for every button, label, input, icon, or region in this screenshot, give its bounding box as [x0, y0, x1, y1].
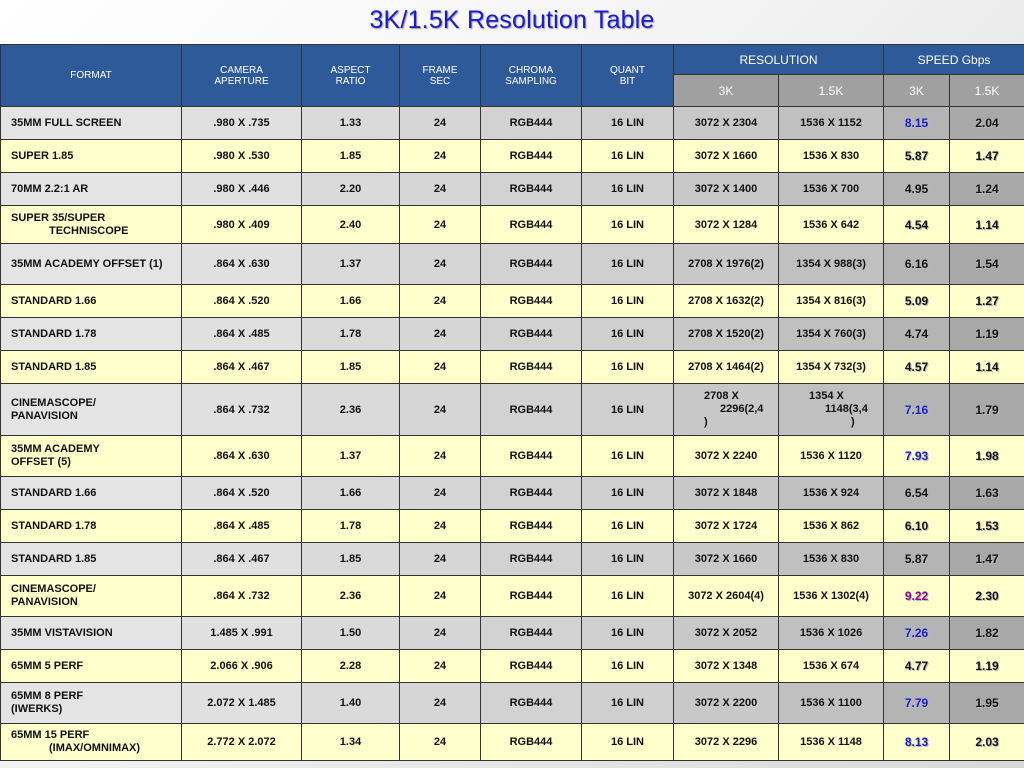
res-15k-cell: 1536 X 674	[779, 650, 884, 683]
fps-cell: 24	[400, 206, 481, 244]
speed-15k-cell: 2.30	[950, 576, 1024, 617]
format-cell: 65MM 5 PERF	[1, 650, 182, 683]
speed-15k-cell: 1.95	[950, 683, 1024, 724]
table-row	[1, 384, 1024, 436]
speed-3k-cell: 7.79	[884, 683, 950, 724]
speed-3k-cell: 5.87	[884, 543, 950, 576]
speed-3k-cell: 4.77	[884, 650, 950, 683]
table-row	[1, 140, 1024, 173]
aperture-cell: .864 X .485	[182, 510, 302, 543]
res-15k-cell: 1536 X 1026	[779, 617, 884, 650]
speed-3k-cell: 5.87	[884, 140, 950, 173]
speed-3k-cell: 7.93	[884, 436, 950, 477]
aperture-cell: 1.485 X .991	[182, 617, 302, 650]
aperture-cell: .864 X .520	[182, 285, 302, 318]
speed-3k-cell: 6.16	[884, 244, 950, 285]
chroma-cell: RGB444	[481, 477, 582, 510]
format-cell: CINEMASCOPE/ PANAVISION	[1, 384, 182, 436]
res-15k-cell: 1536 X 1148	[779, 724, 884, 761]
speed-15k-cell: 1.82	[950, 617, 1024, 650]
speed-15k-cell: 1.47	[950, 140, 1024, 173]
aspect-cell: 1.78	[302, 318, 400, 351]
header-speed-15k: 1.5K	[950, 75, 1024, 107]
aspect-cell: 2.28	[302, 650, 400, 683]
chroma-cell: RGB444	[481, 173, 582, 206]
quant-cell: 16 LIN	[582, 285, 674, 318]
res-3k-cell: 3072 X 2052	[674, 617, 779, 650]
fps-cell: 24	[400, 173, 481, 206]
table-row	[1, 285, 1024, 318]
table-row	[1, 543, 1024, 576]
res-3k-cell: 2708 X 1976(2)	[674, 244, 779, 285]
speed-15k-cell: 2.03	[950, 724, 1024, 761]
speed-15k-cell: 1.24	[950, 173, 1024, 206]
header-speed: SPEED Gbps	[884, 45, 1024, 75]
res-3k-cell: 3072 X 2296	[674, 724, 779, 761]
res-15k-cell: 1536 X 1152	[779, 107, 884, 140]
quant-cell: 16 LIN	[582, 107, 674, 140]
fps-cell: 24	[400, 244, 481, 285]
speed-3k-cell: 8.15	[884, 107, 950, 140]
chroma-cell: RGB444	[481, 384, 582, 436]
header-res-15k: 1.5K	[779, 75, 884, 107]
res-15k-cell: 1536 X 862	[779, 510, 884, 543]
aperture-cell: .864 X .467	[182, 351, 302, 384]
header-aspect-ratio: ASPECT RATIO	[302, 45, 400, 107]
speed-15k-cell: 1.79	[950, 384, 1024, 436]
speed-3k-cell: 5.09	[884, 285, 950, 318]
chroma-cell: RGB444	[481, 285, 582, 318]
speed-15k-cell: 1.53	[950, 510, 1024, 543]
table-row	[1, 107, 1024, 140]
quant-cell: 16 LIN	[582, 244, 674, 285]
res-3k-cell: 2708 X 1520(2)	[674, 318, 779, 351]
aperture-cell: 2.066 X .906	[182, 650, 302, 683]
quant-cell: 16 LIN	[582, 617, 674, 650]
fps-cell: 24	[400, 683, 481, 724]
speed-15k-cell: 1.14	[950, 206, 1024, 244]
speed-3k-cell: 7.16	[884, 384, 950, 436]
format-cell: CINEMASCOPE/ PANAVISION	[1, 576, 182, 617]
table-row	[1, 510, 1024, 543]
aperture-cell: 2.772 X 2.072	[182, 724, 302, 761]
res-15k-cell: 1354 X 988(3)	[779, 244, 884, 285]
aspect-cell: 1.33	[302, 107, 400, 140]
quant-cell: 16 LIN	[582, 724, 674, 761]
aspect-cell: 1.66	[302, 285, 400, 318]
chroma-cell: RGB444	[481, 543, 582, 576]
quant-cell: 16 LIN	[582, 683, 674, 724]
res-3k-cell: 2708 X 1464(2)	[674, 351, 779, 384]
format-cell: STANDARD 1.66	[1, 285, 182, 318]
quant-cell: 16 LIN	[582, 318, 674, 351]
fps-cell: 24	[400, 477, 481, 510]
aperture-cell: .864 X .732	[182, 576, 302, 617]
aperture-cell: .864 X .467	[182, 543, 302, 576]
aspect-cell: 1.85	[302, 351, 400, 384]
aspect-cell: 1.50	[302, 617, 400, 650]
res-3k-cell: 2708 X 1632(2)	[674, 285, 779, 318]
aperture-cell: .864 X .732	[182, 384, 302, 436]
res-3k-cell: 3072 X 2604(4)	[674, 576, 779, 617]
quant-cell: 16 LIN	[582, 206, 674, 244]
aspect-cell: 2.36	[302, 576, 400, 617]
speed-3k-cell: 4.74	[884, 318, 950, 351]
quant-cell: 16 LIN	[582, 351, 674, 384]
format-cell: 65MM 8 PERF (IWERKS)	[1, 683, 182, 724]
format-cell: 35MM FULL SCREEN	[1, 107, 182, 140]
aspect-cell: 2.36	[302, 384, 400, 436]
aperture-cell: 2.072 X 1.485	[182, 683, 302, 724]
res-3k-cell: 3072 X 1724	[674, 510, 779, 543]
chroma-cell: RGB444	[481, 206, 582, 244]
speed-15k-cell: 1.54	[950, 244, 1024, 285]
aperture-cell: .864 X .630	[182, 436, 302, 477]
speed-3k-cell: 7.26	[884, 617, 950, 650]
res-3k-cell: 3072 X 1660	[674, 543, 779, 576]
fps-cell: 24	[400, 510, 481, 543]
res-3k-cell: 3072 X 2240	[674, 436, 779, 477]
quant-cell: 16 LIN	[582, 650, 674, 683]
format-cell: 65MM 15 PERF (IMAX/OMNIMAX)	[1, 724, 182, 761]
format-cell: 35MM ACADEMY OFFSET (1)	[1, 244, 182, 285]
chroma-cell: RGB444	[481, 244, 582, 285]
format-cell: STANDARD 1.78	[1, 510, 182, 543]
fps-cell: 24	[400, 576, 481, 617]
fps-cell: 24	[400, 285, 481, 318]
speed-3k-cell: 4.54	[884, 206, 950, 244]
res-15k-cell: 1354 X 732(3)	[779, 351, 884, 384]
quant-cell: 16 LIN	[582, 543, 674, 576]
res-3k-cell: 3072 X 2200	[674, 683, 779, 724]
res-3k-cell: 3072 X 1848	[674, 477, 779, 510]
table-row	[1, 318, 1024, 351]
fps-cell: 24	[400, 436, 481, 477]
chroma-cell: RGB444	[481, 650, 582, 683]
format-cell: 70MM 2.2:1 AR	[1, 173, 182, 206]
aspect-cell: 1.40	[302, 683, 400, 724]
aperture-cell: .980 X .409	[182, 206, 302, 244]
speed-3k-cell: 8.13	[884, 724, 950, 761]
aperture-cell: .864 X .520	[182, 477, 302, 510]
chroma-cell: RGB444	[481, 318, 582, 351]
aspect-cell: 1.66	[302, 477, 400, 510]
aspect-cell: 1.78	[302, 510, 400, 543]
table-row	[1, 351, 1024, 384]
table-row	[1, 477, 1024, 510]
speed-15k-cell: 1.47	[950, 543, 1024, 576]
fps-cell: 24	[400, 107, 481, 140]
speed-15k-cell: 2.04	[950, 107, 1024, 140]
res-15k-cell: 1536 X 924	[779, 477, 884, 510]
fps-cell: 24	[400, 384, 481, 436]
aspect-cell: 1.37	[302, 244, 400, 285]
speed-3k-cell: 6.10	[884, 510, 950, 543]
speed-15k-cell: 1.19	[950, 650, 1024, 683]
speed-15k-cell: 1.27	[950, 285, 1024, 318]
format-cell: STANDARD 1.66	[1, 477, 182, 510]
format-cell: STANDARD 1.85	[1, 351, 182, 384]
speed-15k-cell: 1.63	[950, 477, 1024, 510]
header-res-3k: 3K	[674, 75, 779, 107]
chroma-cell: RGB444	[481, 510, 582, 543]
res-15k-cell: 1536 X 700	[779, 173, 884, 206]
chroma-cell: RGB444	[481, 351, 582, 384]
header-frame-sec: FRAME SEC	[400, 45, 481, 107]
chroma-cell: RGB444	[481, 683, 582, 724]
speed-3k-cell: 9.22	[884, 576, 950, 617]
res-15k-cell: 1536 X 1120	[779, 436, 884, 477]
res-15k-cell: 1536 X 830	[779, 543, 884, 576]
speed-3k-cell: 6.54	[884, 477, 950, 510]
res-15k-cell: 1536 X 830	[779, 140, 884, 173]
table-row	[1, 724, 1024, 761]
chroma-cell: RGB444	[481, 576, 582, 617]
quant-cell: 16 LIN	[582, 510, 674, 543]
res-3k-cell: 2708 X 2296(2,4 )	[674, 384, 779, 436]
aperture-cell: .864 X .485	[182, 318, 302, 351]
res-15k-cell: 1354 X 816(3)	[779, 285, 884, 318]
fps-cell: 24	[400, 543, 481, 576]
res-3k-cell: 3072 X 1400	[674, 173, 779, 206]
table-row	[1, 173, 1024, 206]
chroma-cell: RGB444	[481, 724, 582, 761]
table-row	[1, 206, 1024, 244]
quant-cell: 16 LIN	[582, 173, 674, 206]
fps-cell: 24	[400, 140, 481, 173]
quant-cell: 16 LIN	[582, 576, 674, 617]
aspect-cell: 1.85	[302, 140, 400, 173]
format-cell: STANDARD 1.85	[1, 543, 182, 576]
speed-15k-cell: 1.98	[950, 436, 1024, 477]
fps-cell: 24	[400, 351, 481, 384]
table-row	[1, 650, 1024, 683]
res-15k-cell: 1536 X 642	[779, 206, 884, 244]
speed-15k-cell: 1.19	[950, 318, 1024, 351]
speed-15k-cell: 1.14	[950, 351, 1024, 384]
format-cell: SUPER 35/SUPER TECHNISCOPE	[1, 206, 182, 244]
res-15k-cell: 1354 X 760(3)	[779, 318, 884, 351]
aspect-cell: 2.40	[302, 206, 400, 244]
aperture-cell: .980 X .735	[182, 107, 302, 140]
quant-cell: 16 LIN	[582, 436, 674, 477]
aperture-cell: .864 X .630	[182, 244, 302, 285]
res-15k-cell: 1536 X 1100	[779, 683, 884, 724]
table-row	[1, 436, 1024, 477]
table-row	[1, 617, 1024, 650]
speed-3k-cell: 4.95	[884, 173, 950, 206]
table-row	[1, 576, 1024, 617]
chroma-cell: RGB444	[481, 617, 582, 650]
res-15k-cell: 1536 X 1302(4)	[779, 576, 884, 617]
table-row	[1, 683, 1024, 724]
resolution-table	[0, 44, 1024, 761]
quant-cell: 16 LIN	[582, 477, 674, 510]
header-chroma-sampling: CHROMA SAMPLING	[481, 45, 582, 107]
format-cell: STANDARD 1.78	[1, 318, 182, 351]
header-format: FORMAT	[1, 45, 182, 107]
fps-cell: 24	[400, 617, 481, 650]
speed-3k-cell: 4.57	[884, 351, 950, 384]
format-cell: SUPER 1.85	[1, 140, 182, 173]
res-15k-cell: 1354 X 1148(3,4 )	[779, 384, 884, 436]
chroma-cell: RGB444	[481, 436, 582, 477]
header-camera-aperture: CAMERA APERTURE	[182, 45, 302, 107]
aspect-cell: 1.34	[302, 724, 400, 761]
chroma-cell: RGB444	[481, 140, 582, 173]
aperture-cell: .980 X .530	[182, 140, 302, 173]
fps-cell: 24	[400, 318, 481, 351]
table-row	[1, 244, 1024, 285]
chroma-cell: RGB444	[481, 107, 582, 140]
quant-cell: 16 LIN	[582, 140, 674, 173]
page-title: 3K/1.5K Resolution Table	[369, 6, 655, 34]
format-cell: 35MM VISTAVISION	[1, 617, 182, 650]
res-3k-cell: 3072 X 1660	[674, 140, 779, 173]
aspect-cell: 2.20	[302, 173, 400, 206]
quant-cell: 16 LIN	[582, 384, 674, 436]
header-quant-bit: QUANT BIT	[582, 45, 674, 107]
aperture-cell: .980 X .446	[182, 173, 302, 206]
aspect-cell: 1.37	[302, 436, 400, 477]
res-3k-cell: 3072 X 2304	[674, 107, 779, 140]
aspect-cell: 1.85	[302, 543, 400, 576]
fps-cell: 24	[400, 724, 481, 761]
format-cell: 35MM ACADEMY OFFSET (5)	[1, 436, 182, 477]
header-speed-3k: 3K	[884, 75, 950, 107]
res-3k-cell: 3072 X 1348	[674, 650, 779, 683]
header-resolution: RESOLUTION	[674, 45, 884, 75]
res-3k-cell: 3072 X 1284	[674, 206, 779, 244]
fps-cell: 24	[400, 650, 481, 683]
